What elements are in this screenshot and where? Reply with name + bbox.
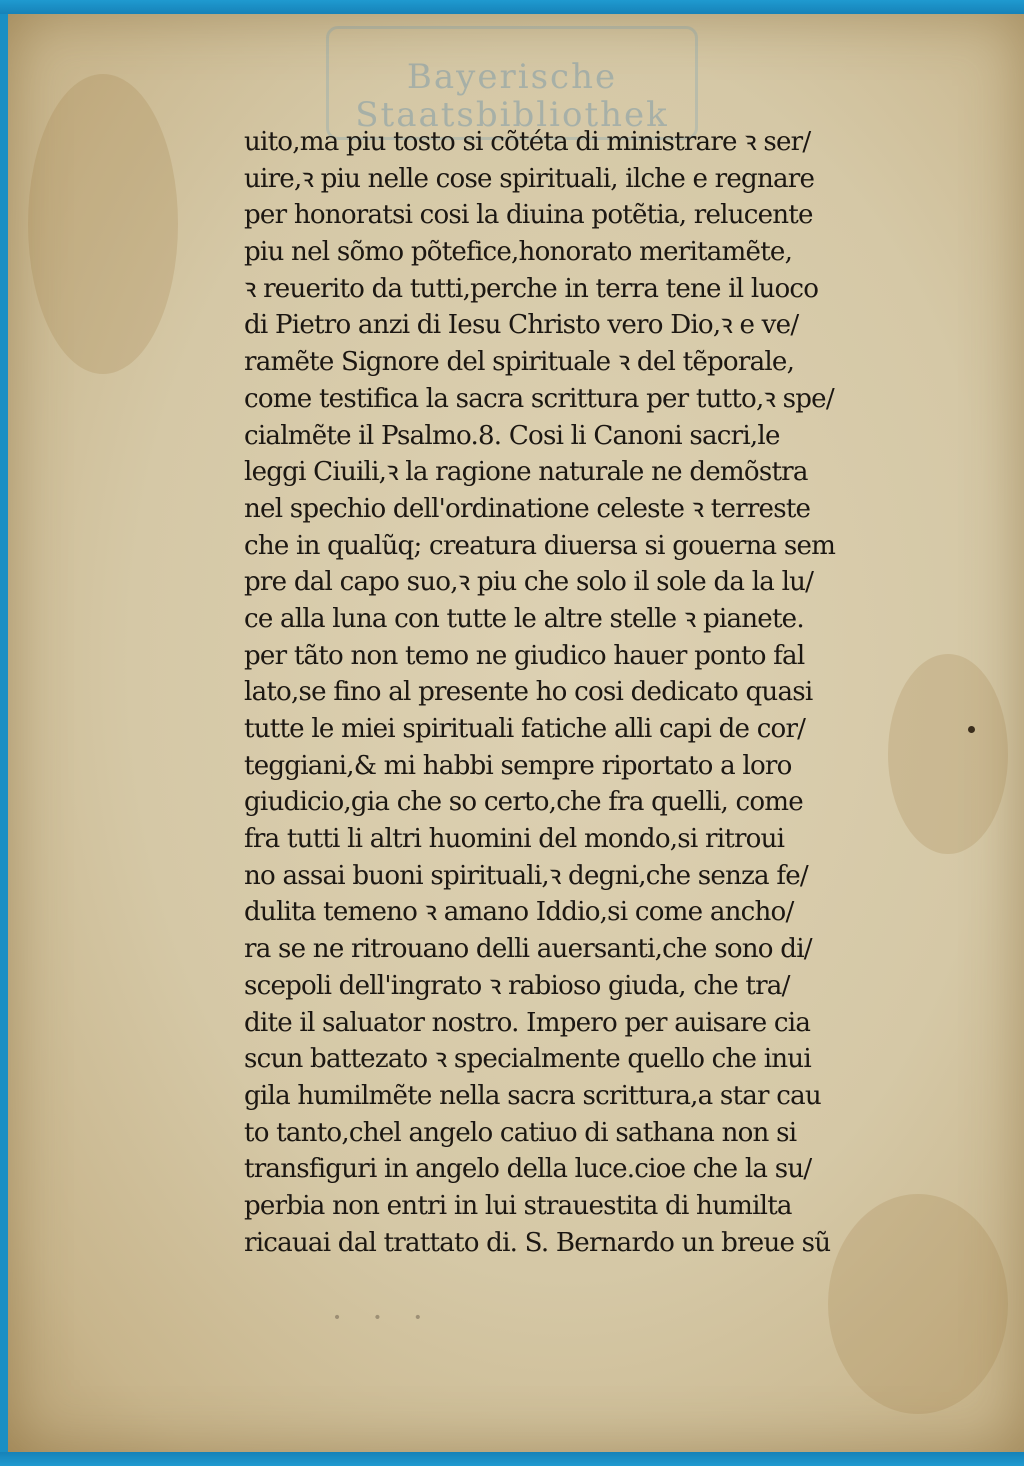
library-stamp [326, 26, 698, 140]
text-line: perbia non entri in lui strauestita di humilta [244, 1189, 792, 1221]
text-line: ꝛ reuerito da tutti,perche in terra tene il luoco [244, 272, 819, 304]
text-line: dulita temeno ꝛ amano Iddio,si come ancho/ [244, 896, 794, 928]
show-through-mark: · · · [332, 1298, 433, 1336]
text-line: lato,se fino al presente ho cosi dedicato quasi [244, 676, 813, 708]
text-line: scun battezato ꝛ specialmente quello che inui [244, 1043, 811, 1075]
text-line: per tãto non temo ne giudico hauer ponto fal [244, 639, 805, 671]
text-line: ra se ne ritrouano delli auersanti,che sono di/ [244, 933, 812, 965]
text-line: che in qualũq; creatura diuersa si gouerna sem [244, 529, 836, 561]
stamp-line-1: Bayerische [406, 57, 618, 97]
text-line: per honoratsi cosi la diuina potẽtia, relucente [244, 199, 813, 231]
text-line: fra tutti li altri huomini del mondo,si ritroui [244, 823, 785, 855]
text-line: come testifica la sacra scrittura per tutto,ꝛ spe/ [244, 382, 834, 414]
text-line: tutte le miei spirituali fatiche alli capi de cor/ [244, 713, 806, 744]
text-line: dite il saluator nostro. Impero per auisare cia [244, 1006, 811, 1038]
text-line: ricauai dal trattato di. S. Bernardo un breue sũ [244, 1226, 831, 1258]
text-line: no assai buoni spirituali,ꝛ degni,che senza fe/ [244, 859, 808, 891]
ink-spot [968, 726, 975, 733]
text-line: gila humilmẽte nella sacra scrittura,a star cau [244, 1079, 821, 1111]
page-stain [28, 74, 178, 374]
text-line: leggi Ciuili,ꝛ la ragione naturale ne demõstra [244, 456, 808, 488]
text-line: uito,ma piu tosto si cõtéta di ministrare ꝛ ser/ [244, 126, 811, 157]
text-line: piu nel sõmo põtefice,honorato meritamẽte, [244, 236, 793, 268]
text-column [244, 124, 944, 1261]
text-line: transfiguri in angelo della luce.cioe che la su/ [244, 1153, 812, 1185]
scan-border-top [0, 0, 1024, 14]
text-line: nel spechio dell'ordinatione celeste ꝛ terreste [244, 492, 811, 524]
text-line: to tanto,chel angelo catiuo di sathana non si [244, 1116, 797, 1148]
text-line: ce alla luna con tutte le altre stelle ꝛ pianete. [244, 602, 804, 634]
stamp-line-2: Staatsbibliothek [355, 95, 669, 135]
text-line: teggiani,& mi habbi sempre riportato a loro [244, 749, 792, 781]
text-line: ramẽte Signore del spirituale ꝛ del tẽporale, [244, 346, 795, 378]
text-line: uire,ꝛ piu nelle cose spirituali, ilche e regnare [244, 162, 815, 194]
scan-border-bottom [0, 1452, 1024, 1466]
text-line: di Pietro anzi di Iesu Christo vero Dio,ꝛ e ve/ [244, 309, 799, 341]
text-line: pre dal capo suo,ꝛ piu che solo il sole da la lu/ [244, 566, 814, 598]
text-line: giudicio,gia che so certo,che fra quelli, come [244, 786, 803, 818]
text-line: cialmẽte il Psalmo.8. Cosi li Canoni sacri,le [244, 419, 780, 451]
text-line: scepoli dell'ingrato ꝛ rabioso giuda, che tra/ [244, 969, 790, 1001]
